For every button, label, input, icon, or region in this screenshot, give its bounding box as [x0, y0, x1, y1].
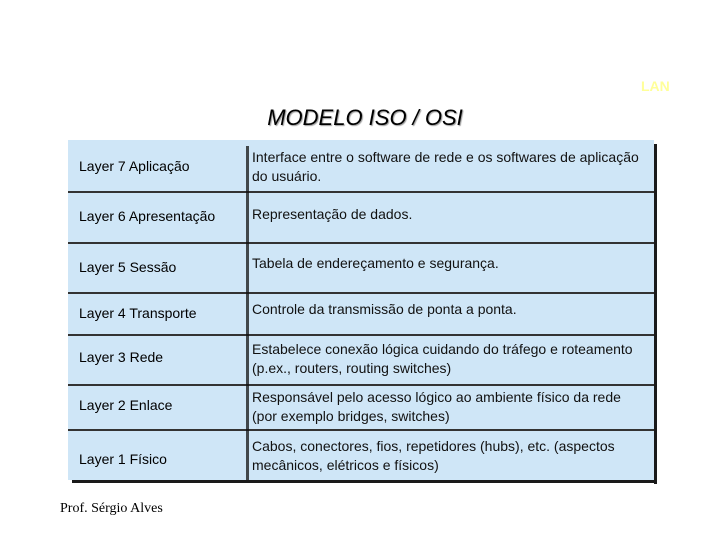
- slide-title: MODELO ISO / OSI: [267, 105, 463, 130]
- table-row-layer-2: [68, 386, 654, 431]
- table-row-layer-3: [68, 336, 654, 386]
- layer-description: Responsável pelo acesso lógico ao ambiente físico da rede (por exemplo bridges, switches): [252, 389, 621, 424]
- table-shadow-right: [654, 144, 657, 484]
- layer-name: Layer 3 Rede: [79, 349, 164, 365]
- layer-description: Estabelece conexão lógica cuidando do tráfego e roteamento (p.ex., routers, routing switches): [252, 341, 633, 376]
- layer-name: Layer 4 Transporte: [79, 305, 197, 321]
- table-shadow-bottom: [72, 480, 657, 483]
- layer-description: Cabos, conectores, fios, repetidores (hubs), etc. (aspectos mecânicos, elétricos e físicos): [252, 438, 615, 473]
- layer-name: Layer 5 Sessão: [79, 259, 177, 275]
- table-row-layer-7: [68, 140, 654, 193]
- layer-description: Interface entre o software de rede e os softwares de aplicação do usuário.: [252, 149, 639, 184]
- table-row-layer-5: [68, 244, 654, 294]
- layer-name: Layer 1 Físico: [79, 451, 167, 467]
- layer-description: Controle da transmissão de ponta a ponta.: [252, 301, 517, 317]
- layer-description: Tabela de endereçamento e segurança.: [252, 255, 499, 271]
- layer-name: Layer 2 Enlace: [79, 397, 173, 413]
- table-row-layer-1: [68, 431, 654, 480]
- layer-description: Representação de dados.: [252, 206, 413, 222]
- column-divider: [246, 146, 249, 480]
- osi-layers-table: [68, 140, 654, 480]
- lan-tag: LAN: [641, 78, 670, 94]
- footer-author: Prof. Sérgio Alves: [60, 501, 163, 516]
- table-row-layer-6: [68, 193, 654, 244]
- layer-name: Layer 7 Aplicação: [79, 158, 190, 174]
- table-row-layer-4: [68, 294, 654, 336]
- layer-name: Layer 6 Apresentação: [79, 208, 216, 224]
